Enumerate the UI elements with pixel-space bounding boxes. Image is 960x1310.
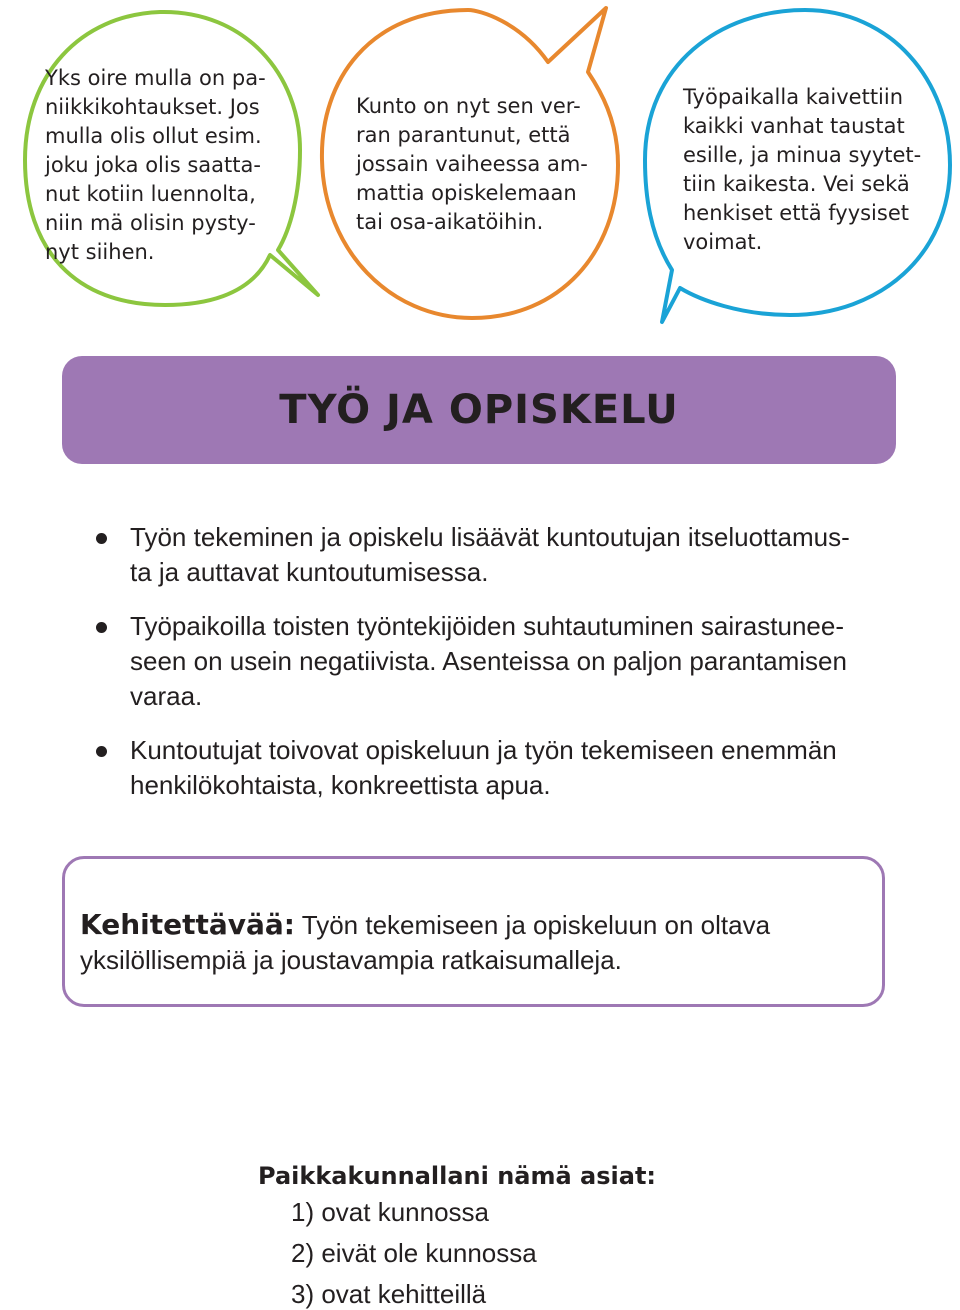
local-status-item: 2) eivät ole kunnossa bbox=[291, 1238, 537, 1268]
local-status-item: 1) ovat kunnossa bbox=[291, 1197, 490, 1227]
bullet-text: Työpaikoilla toisten työntekijöiden suhtautuminen sairastunee- seen on usein negatiivista. Asenteissa on paljon parantamisen varaa. bbox=[130, 611, 847, 711]
bullet-text: Kuntoutujat toivovat opiskeluun ja työn tekemiseen enemmän henkilökohtaista, konkreettista apua. bbox=[130, 735, 837, 800]
bullet-item bbox=[92, 520, 912, 590]
section-banner bbox=[62, 356, 896, 464]
quote-bubble-1-text: Yks oire mulla on pa- niikkikohtaukset. Jos mulla olis ollut esim. joku joka olis saatta- nut kotiin luennolta, niin mä olisin pysty- nyt siihen. bbox=[45, 66, 266, 264]
bullet-item bbox=[92, 609, 912, 714]
local-status-section bbox=[258, 1160, 656, 1310]
quote-bubble-2-text: Kunto on nyt sen ver- ran parantunut, että jossain vaiheessa am- mattia opiskelemaan tai osa-aikatöihin. bbox=[356, 94, 588, 234]
quote-bubble-3-text: Työpaikalla kaivettiin kaikki vanhat taustat esille, ja minua syytet- tiin kaikesta. Vei sekä henkiset että fyysiset voimat. bbox=[683, 85, 922, 254]
bullet-dot-icon bbox=[96, 746, 107, 757]
development-label: Kehitettävää: bbox=[80, 908, 296, 941]
local-status-title: Paikkakunnallani nämä asiat: bbox=[258, 1162, 657, 1190]
section-title: TYÖ JA OPISKELU bbox=[279, 387, 679, 433]
bullet-item bbox=[92, 733, 912, 803]
bullet-dot-icon bbox=[96, 533, 107, 544]
local-status-item: 3) ovat kehitteillä bbox=[291, 1279, 487, 1309]
local-status-list bbox=[258, 1192, 656, 1310]
bullet-text: Työn tekeminen ja opiskelu lisäävät kuntoutujan itseluottamus- ta ja auttavat kuntoutumisessa. bbox=[130, 522, 850, 587]
bullet-dot-icon bbox=[96, 622, 107, 633]
bullet-list bbox=[92, 520, 912, 822]
development-text: Työn tekemiseen ja opiskeluun on oltava yksilöllisempiä ja joustavampia ratkaisumalleja. bbox=[80, 910, 771, 975]
development-text-block bbox=[80, 907, 770, 978]
development-box bbox=[62, 856, 885, 1007]
